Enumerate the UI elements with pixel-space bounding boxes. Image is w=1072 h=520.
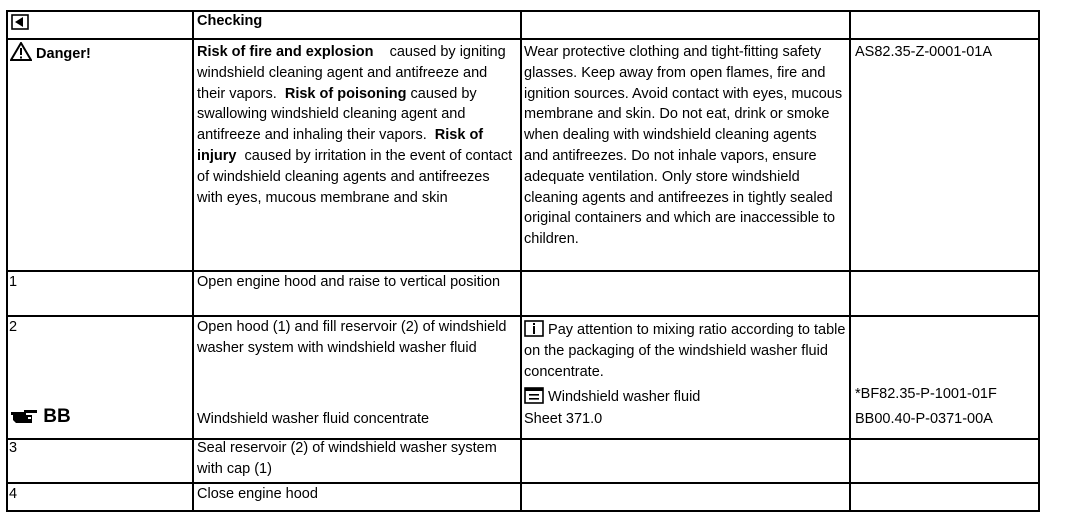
step-number: 1: [9, 274, 18, 290]
step-text: Open hood (1) and fill reservoir (2) of windshield washer system with windshield washer fluid: [197, 319, 507, 356]
risk-injury-text: caused by irritation in the event of contact of windshield cleaning agents and antifreezes with eyes, mucous membrane and skin: [197, 147, 513, 206]
step-note: [524, 320, 846, 382]
row-divider: [6, 270, 1040, 272]
column-divider: [849, 10, 851, 512]
danger-reference[interactable]: AS82.35-Z-0001-01A: [855, 44, 993, 60]
step-text: Open engine hood and raise to vertical position: [197, 274, 501, 290]
specification-book-icon: [524, 389, 548, 405]
danger-text: Danger!: [36, 46, 91, 62]
row-divider: [6, 482, 1040, 484]
safety-measures: Wear protective clothing and tight-fitting safety glasses. Keep away from open flames, fire and ignition sources. Avoid contact with eyes, mucous membrane and skin. Do not eat, drink or smoke when dealing with windshield cleaning agents and antifreezes. Do not inhale vapors, ensure adequate ventilation. Only store windshield cleaning agents and antifreezes in tightly sealed original containers and which are inaccessible to children.: [524, 44, 843, 248]
spec-label: Windshield washer fluid: [548, 389, 701, 405]
risk-description: [197, 42, 515, 208]
row-divider: [6, 438, 1040, 440]
info-icon: [524, 322, 548, 338]
spec-line: [524, 386, 700, 408]
risk-poison-heading: Risk of poisoning: [284, 85, 407, 102]
row-divider: [6, 38, 1040, 40]
step-text: Close engine hood: [197, 486, 318, 502]
step-text: Seal reservoir (2) of windshield washer system with cap (1): [197, 440, 497, 477]
warning-triangle-icon: [10, 46, 36, 62]
risk-poison-text: caused by swallowing windshield cleaning agent and antifreeze and inhaling their vapors.: [197, 85, 477, 144]
step-number: 3: [9, 440, 18, 456]
pointing-hand-icon: [10, 406, 43, 427]
bb-text: Windshield washer fluid concentrate: [197, 411, 430, 427]
bb-reference[interactable]: BB00.40-P-0371-00A: [855, 411, 993, 427]
risk-fire-text: caused by igniting windshield cleaning agent and antifreeze and their vapors.: [197, 44, 506, 102]
row-divider: [6, 315, 1040, 317]
note-text: Pay attention to mixing ratio according to table on the packaging of the windshield washer fluid concentrate.: [524, 322, 846, 380]
bb-label: BB: [43, 406, 71, 427]
back-triangle-icon[interactable]: [11, 13, 29, 34]
spec-reference[interactable]: *BF82.35-P-1001-01F: [855, 386, 997, 402]
bb-sheet: Sheet 371.0: [524, 411, 603, 427]
step-number: 2: [9, 319, 18, 335]
step-number: 4: [9, 486, 18, 502]
page-title: Checking: [197, 13, 263, 29]
column-divider: [192, 10, 194, 512]
bb-marker: [10, 407, 71, 428]
column-divider: [520, 10, 522, 512]
procedure-table: [6, 10, 1040, 512]
risk-fire-heading: Risk of fire and explosion: [197, 44, 374, 60]
danger-label: [10, 42, 91, 65]
risk-injury-heading: Risk of injury: [197, 127, 484, 164]
